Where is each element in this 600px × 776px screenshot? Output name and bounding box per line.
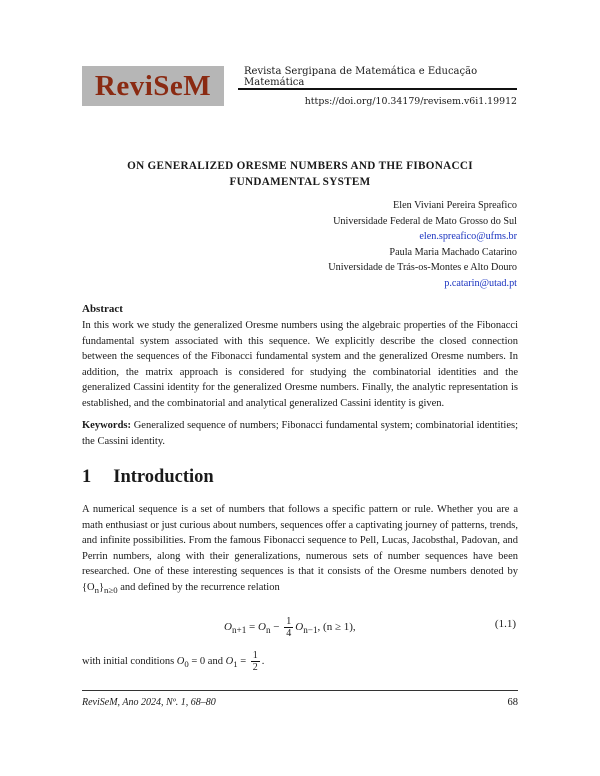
eq-term2: O [295, 621, 304, 634]
keywords-text: Generalized sequence of numbers; Fibonacci fundamental system; combinatorial identities; the Cassini identity. [82, 420, 518, 447]
journal-logo [82, 66, 224, 106]
initial-conditions [82, 650, 518, 673]
author-name: Paula Maria Machado Catarino [389, 246, 517, 258]
ic-o0: O [176, 655, 185, 667]
ic-o0-val: = 0 and [188, 655, 226, 667]
equation-body [224, 616, 356, 639]
journal-name: Revista Sergipana de Matemática e Educação Matemática [244, 66, 478, 88]
header-rule [238, 88, 517, 90]
author-name: Elen Viviani Pereira Spreafico [393, 200, 517, 211]
eq-term2-sub: n−1 [303, 625, 318, 636]
ic-frac-num: 1 [252, 650, 258, 661]
equation-number: (1.1) [494, 618, 516, 630]
eq-equals: = [246, 621, 258, 634]
intro-seq-range: n≥0 [104, 584, 118, 595]
author-email-link[interactable]: p.catarin@utad.pt [444, 277, 517, 289]
intro-tail: and defined by the recurrence relation [120, 581, 280, 593]
ic-o1: O [225, 655, 234, 667]
doi-link[interactable]: https://doi.org/10.34179/revisem.v6i1.19912 [304, 96, 517, 107]
intro-paragraph [82, 502, 518, 598]
abstract-heading: Abstract [82, 303, 123, 315]
page-number: 68 [507, 697, 518, 708]
eq-term1-sub: n [265, 625, 271, 636]
eq-lhs: O [224, 621, 232, 634]
ic-frac-den: 2 [252, 662, 258, 673]
eq-lhs-sub: n+1 [231, 625, 247, 636]
logo-text: ReviSeM [94, 70, 212, 102]
author-email-link[interactable]: elen.spreafico@ufms.br [419, 231, 517, 243]
paper-title [82, 158, 518, 190]
equation-1-1 [82, 608, 518, 644]
author-affiliation: Universidade de Trás-os-Montes e Alto Douro [328, 262, 517, 274]
section-heading [82, 467, 214, 488]
eq-frac-num: 1 [286, 616, 292, 627]
eq-frac-den: 4 [286, 628, 292, 639]
intro-text: A numerical sequence is a set of numbers that follows a specific pattern or rule. Whether you are a math enthusiast or just curious about numbers, sequences offer a captivating journey of patterns, trends, and infinite possibilities. From the famous Fibonacci sequence to Pell, Lucas, Jacobsthal, Padovan, and Perrin numbers, along with their generalizations, numerous sets of number sequences have been researched. One of these interesting sequences is that it consists of the Oresme numbers denoted by [82, 504, 518, 577]
intro-seq: {O [82, 581, 95, 593]
footer-citation: ReviSeM, Ano 2024, Nº. 1, 68–80 [82, 697, 216, 708]
eq-term1: O [258, 621, 266, 634]
author-affiliation: Universidade Federal de Mato Grosso do Sul [333, 215, 517, 227]
keywords-label: Keywords: [82, 420, 131, 431]
ic-prefix: with initial conditions [82, 655, 175, 667]
abstract-text: In this work we study the generalized Oresme numbers using the algebraic properties of the Fibonacci fundamental system associated with this sequence. We explicitly describe the closed connection between the sequences of the Fibonacci fundamental system and the generalized Oresme numbers. In addition, the matrix approach is considered for studying the combinatorial identities and the generalized Cassini identity for the generalized Oresme numbers. Finally, the analytic representation is established, and the combinatorial and analytical generalized Cassini identity is given. [82, 320, 518, 409]
section-title: Introduction [113, 467, 214, 487]
intro-seq-close: } [99, 581, 105, 593]
intro-seq-sub: n [94, 584, 99, 595]
ic-o1-eq: = [237, 655, 249, 667]
title-line-2: FUNDAMENTAL SYSTEM [229, 176, 371, 188]
ic-o1-sub: 1 [233, 659, 238, 669]
ic-o0-sub: 0 [184, 659, 189, 669]
section-number: 1 [82, 467, 92, 487]
keywords [82, 418, 518, 449]
eq-condition: , (n ≥ 1), [317, 621, 356, 634]
footer-rule [82, 690, 518, 691]
eq-minus: − [270, 621, 283, 634]
author-block [260, 198, 517, 292]
title-line-1: ON GENERALIZED ORESME NUMBERS AND THE FIBONACCI [127, 160, 473, 172]
ic-end: . [261, 655, 265, 667]
eq-fraction [284, 616, 293, 639]
ic-fraction [251, 650, 260, 673]
